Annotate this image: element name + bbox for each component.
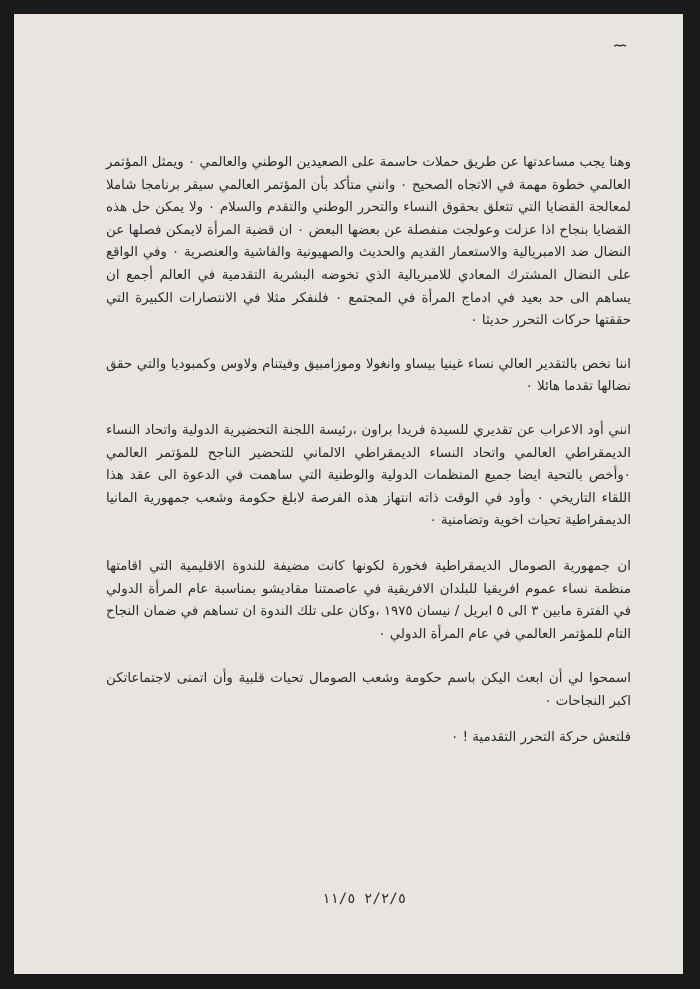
signoff-slogan: فلتعش حركة التحرر التقدمية ! ٠ bbox=[451, 730, 631, 746]
document-page bbox=[14, 14, 683, 974]
paragraph-4: ان جمهورية الصومال الديمقراطية فخورة لكونها كانت مضيفة للندوة الاقليمية التي اقامتها منظمة نساء عموم افريقيا للبلدان الافريقية في عاصمتنا مقاديشو بمناسبة عام المرأة الدولي في الفترة مابين ٣ الى ٥ ابريل / نيسان ١٩٧٥ ،وكان على تلك الندوة ان تساهم في ضمان النجاح التام للمؤتمر العالمي في عام المرأة الدولي ٠ bbox=[106, 558, 631, 642]
corner-mark bbox=[614, 44, 628, 47]
paragraph-2: اننا نخص بالتقدير العالي نساء غينيا بيساو وانغولا وموزامبيق وفيتنام ولاوس وكمبوديا والتي حقق نضالها تقدما هائلا ٠ bbox=[106, 356, 631, 395]
page-number: ٢/٢/٥ ١١/٥ bbox=[321, 891, 407, 907]
paragraph-1: وهنا يجب مساعدتها عن طريق حملات حاسمة على الصعيدين الوطني والعالمي ٠ ويمثل المؤتمر العالمي خطوة مهمة في الاتجاه الصحيح ٠ وانني متأكد بأن المؤتمر العالمي سيقر برنامجا شاملا لمعالجة القضايا التي تتعلق بحقوق النساء والتحرر الوطني والتقدم والسلام ٠ ولا يمكن حل هذه القضايا بنجاح اذا عزلت وعولجت منفصلة عن بعضها البعض ٠ ان قضية المرأة لايمكن فصلها عن النضال ضد الامبريالية والاستعمار القديم والحديث والصهيونية والفاشية والعنصرية ٠ وفي الواقع على النضال المشترك المعادي للامبريالية الذي تخوضه البشرية التقدمية في العالم أجمع ان يساهم الى حد بعيد في ادماج المرأة في المجتمع ٠ فلنفكر مثلا في الانتصارات الكبيرة التي حققتها حركات التحرر حديثا ٠ bbox=[106, 155, 632, 329]
paragraph-3: انني أود الاعراب عن تقديري للسيدة فريدا براون ،رئيسة اللجنة التحضيرية الدولية واتحاد النساء الديمقراطي العالمي واتحاد النساء الديمقراطي الالماني للتحضير الناجح للمؤتمر العالمي ٠وأخص بالتحية ايضا جميع المنظمات الدولية والوطنية التي ساهمت في الدعوة الى عقد هذا اللقاء التاريخي ٠ وأود في الوقت ذاته انتهاز هذه الفرصة لابلغ حكومة وشعب جمهورية المانيا الديمقراطية تحيات اخوية وتضامنية ٠ bbox=[106, 422, 631, 529]
letter-body bbox=[106, 152, 631, 750]
paragraph-5: اسمحوا لي أن ابعث اليكن باسم حكومة وشعب الصومال تحيات قلبية وأن اتمنى لاجتماعاتكن اكبر النجاحات ٠ bbox=[106, 671, 631, 709]
